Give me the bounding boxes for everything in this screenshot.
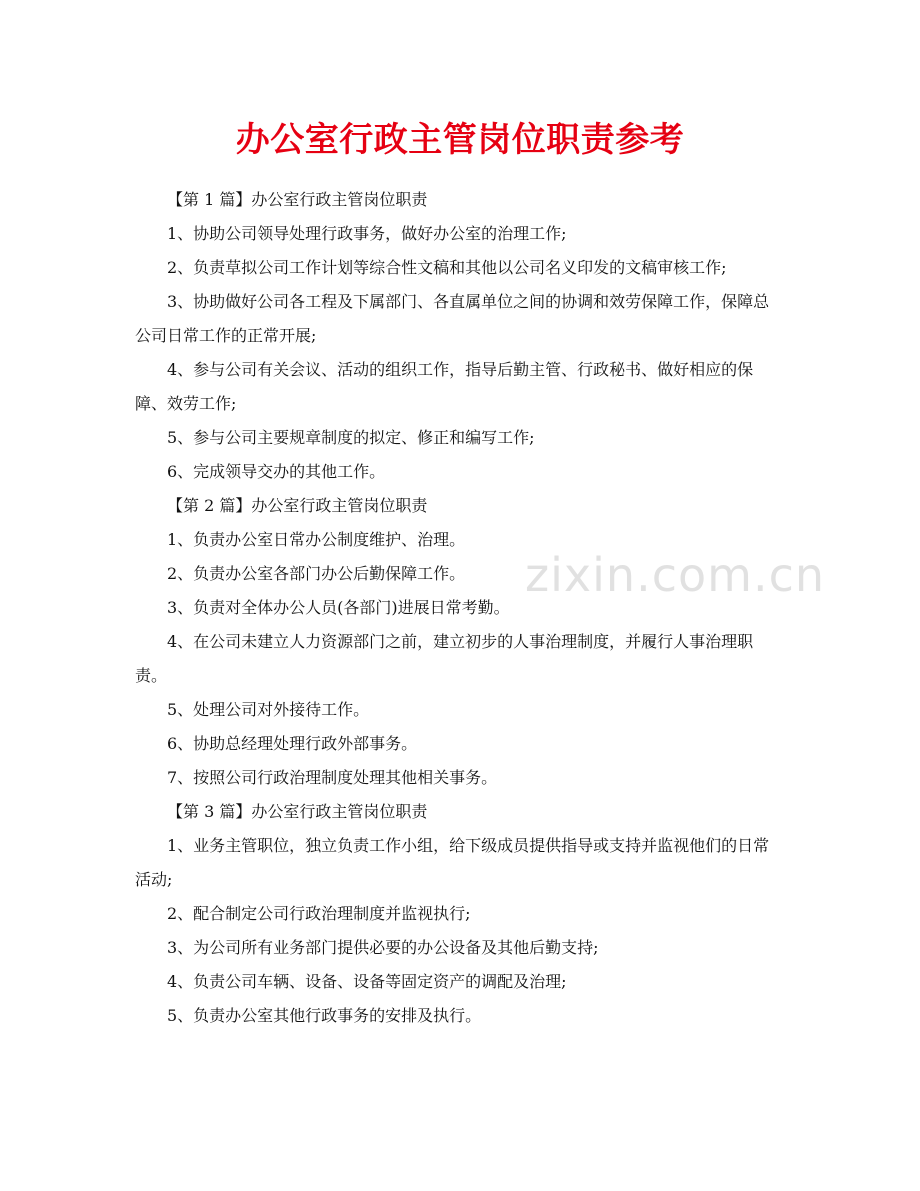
paragraph: 3、负责对全体办公人员(各部门)进展日常考勤。 (167, 597, 510, 617)
paragraph: 6、协助总经理处理行政外部事务。 (167, 733, 418, 753)
document-page (135, 120, 785, 1033)
paragraph: 2、配合制定公司行政治理制度并监视执行; (167, 903, 471, 923)
paragraph: 6、完成领导交办的其他工作。 (167, 461, 386, 481)
paragraph: 4、在公司未建立人力资源部门之前，建立初步的人事治理制度，并履行人事治理职责。 (135, 631, 754, 685)
section-heading-3: 【第 3 篇】办公室行政主管岗位职责 (167, 801, 428, 821)
paragraph: 4、负责公司车辆、设备、设备等固定资产的调配及治理; (167, 971, 567, 991)
paragraph: 3、为公司所有业务部门提供必要的办公设备及其他后勤支持; (167, 937, 599, 957)
page-title: 办公室行政主管岗位职责参考 (235, 120, 685, 160)
paragraph: 1、协助公司领导处理行政事务，做好办公室的治理工作; (167, 223, 567, 243)
paragraph: 5、处理公司对外接待工作。 (167, 699, 370, 719)
paragraph: 2、负责办公室各部门办公后勤保障工作。 (167, 563, 466, 583)
paragraph: 7、按照公司行政治理制度处理其他相关事务。 (167, 767, 498, 787)
section-heading-2: 【第 2 篇】办公室行政主管岗位职责 (167, 495, 428, 515)
watermark: zixin.com.cn (525, 548, 826, 602)
section-heading-1: 【第 1 篇】办公室行政主管岗位职责 (167, 189, 428, 209)
paragraph: 4、参与公司有关会议、活动的组织工作，指导后勤主管、行政秘书、做好相应的保障、效劳工作; (135, 359, 754, 413)
paragraph: 1、业务主管职位，独立负责工作小组，给下级成员提供指导或支持并监视他们的日常活动; (135, 835, 770, 889)
paragraph: 5、负责办公室其他行政事务的安排及执行。 (167, 1005, 482, 1025)
paragraph: 2、负责草拟公司工作计划等综合性文稿和其他以公司名义印发的文稿审核工作; (167, 257, 727, 277)
paragraph: 1、负责办公室日常办公制度维护、治理。 (167, 529, 466, 549)
paragraph: 5、参与公司主要规章制度的拟定、修正和编写工作; (167, 427, 535, 447)
paragraph: 3、协助做好公司各工程及下属部门、各直属单位之间的协调和效劳保障工作，保障总公司日常工作的正常开展; (135, 291, 770, 345)
